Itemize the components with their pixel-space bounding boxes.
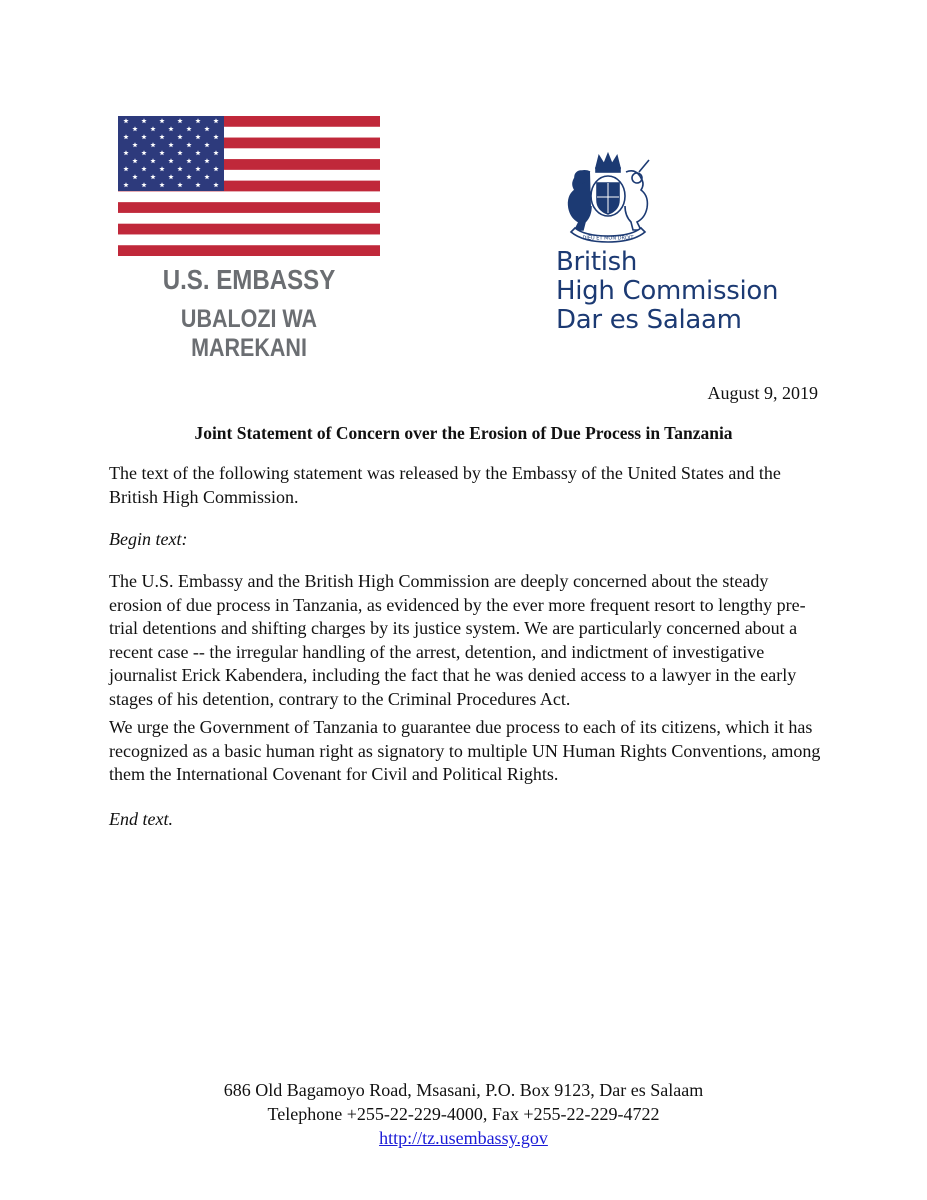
bhc-title-line1: British bbox=[556, 247, 638, 277]
flag-stripe bbox=[118, 202, 380, 213]
statement-paragraph-1: The U.S. Embassy and the British High Commission are deeply concerned about the steady erosion of due process in Tanzania, as evidenced by the ever more frequent resort to lengthy pre-trial detentions and shifting charges by its justice system. We are particularly concerned about a recent case -- the irregular handling of the arrest, detention, and indictment of investigative journalist Erick Kabendera, including the fact that he was denied access to a lawyer in the early stages of his detention, contrary to the Criminal Procedures Act. bbox=[109, 571, 806, 709]
flag-stripe bbox=[118, 234, 380, 245]
begin-text-label: Begin text: bbox=[109, 529, 188, 549]
footer-phone-fax: Telephone +255-22-229-4000, Fax +255-22-229-4722 bbox=[267, 1104, 660, 1124]
footer-address: 686 Old Bagamoyo Road, Msasani, P.O. Box 9123, Dar es Salaam bbox=[223, 1080, 704, 1100]
flag-stripe bbox=[118, 213, 380, 224]
crest-motto: DIEU ET MON DROIT bbox=[582, 235, 634, 242]
us-embassy-swahili-title: UBALOZI WA MAREKANI bbox=[180, 305, 318, 362]
statement-paragraph-2: We urge the Government of Tanzania to guarantee due process to each of its citizens, which it has recognized as a basic human right as signatory to multiple UN Human Rights Conventions, among them the International Covenant for Civil and Political Rights. bbox=[109, 717, 821, 784]
bhc-title-line2: High Commission bbox=[556, 276, 779, 306]
us-flag-logo bbox=[118, 116, 380, 256]
statement-date: August 9, 2019 bbox=[707, 383, 818, 403]
flag-stripe bbox=[118, 191, 380, 202]
statement-title: Joint Statement of Concern over the Erosion of Due Process in Tanzania bbox=[194, 423, 733, 443]
footer-website-link[interactable]: http://tz.usembassy.gov bbox=[379, 1128, 548, 1148]
royal-coat-of-arms-logo bbox=[553, 150, 663, 246]
end-text-label: End text. bbox=[109, 809, 173, 829]
bhc-title-line3: Dar es Salaam bbox=[556, 305, 742, 335]
flag-stripe bbox=[118, 224, 380, 235]
us-embassy-title: U.S. EMBASSY bbox=[162, 264, 336, 295]
flag-stripe bbox=[118, 245, 380, 256]
intro-paragraph: The text of the following statement was released by the Embassy of the United States and the British High Commission. bbox=[109, 463, 781, 507]
